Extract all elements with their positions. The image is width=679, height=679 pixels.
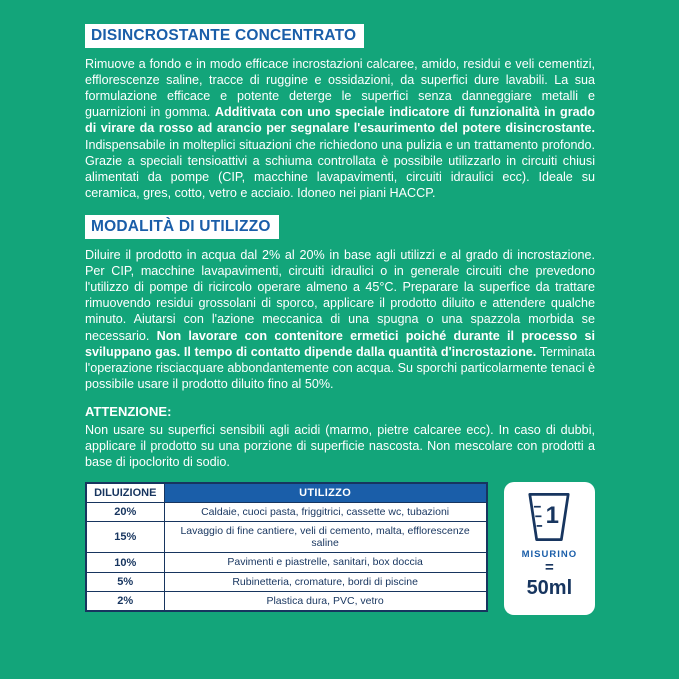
usage-warning-highlight: Non lavorare con contenitore ermetici poiché durante il processo si sviluppano gas. Il tempo di contatto dipende dalla quantità d'incrostazione. xyxy=(85,328,595,359)
bottom-row xyxy=(85,482,595,615)
dilution-value: 5% xyxy=(86,572,164,591)
scoop-label: MISURINO xyxy=(521,549,578,561)
section-title-usage: MODALITÀ DI UTILIZZO xyxy=(85,215,279,239)
usage-part-3: Terminata l'operazione risciacquare abbondantemente con acqua. Su sporchi particolarmente tenaci è possibile usare il prodotto diluito fino al 50%. xyxy=(85,344,595,391)
usage-instructions xyxy=(85,247,595,392)
table-row xyxy=(86,522,487,553)
usage-part-1: Diluire il prodotto in acqua dal 2% al 20% in base agli utilizzi e al grado di incrostazione. Per CIP, macchine lavapavimenti, circuiti idraulici o in generale circuiti che prevedono l'utilizzo di pompe di ricircolo operare almeno a 45°C. Preparare la superfice da trattare rimuovendo residui grossolani di sporco, applicare il prodotto diluito e attendere qualche minuto. Aiutarsi con l'azione meccanica di una spugna o una spazzola morbida se necessario. xyxy=(85,247,595,343)
measuring-scoop-box xyxy=(504,482,595,615)
warning-text: Non usare su superfici sensibili agli acidi (marmo, pietre calcaree ecc). In caso di dubbi, applicare il prodotto su una porzione di superficie nascosta. Non mescolare con prodotti a base di ipoclorito di sodio. xyxy=(85,422,595,470)
dilution-table xyxy=(85,482,488,611)
table-row xyxy=(86,572,487,591)
scoop-count: 1 xyxy=(545,502,560,530)
dilution-value: 20% xyxy=(86,503,164,522)
use-value: Plastica dura, PVC, vetro xyxy=(164,591,487,611)
warning-section xyxy=(85,404,595,470)
table-row xyxy=(86,503,487,522)
description-part-1: Rimuove a fondo e in modo efficace incrostazioni calcaree, amido, residui e veli cementizi, efflorescenze saline, tracce di ruggine e ossidazioni, da superfici dure lavabili. La sua formulazione efficace e potente deterge le superfici senza danneggiare metalli e guarnizioni in gomma. xyxy=(85,57,595,120)
scoop-amount: 50ml xyxy=(526,576,573,599)
use-value: Rubinetteria, cromature, bordi di piscine xyxy=(164,572,487,591)
description-indicator-highlight: Additivata con uno speciale indicatore di funzionalità in grado di virare da rosso ad arancio per segnalare l'esaurimento del potere disincrostante. xyxy=(85,105,595,136)
table-header-row xyxy=(86,483,487,503)
measuring-cup-icon xyxy=(525,490,573,544)
dilution-value: 15% xyxy=(86,522,164,553)
use-value: Lavaggio di fine cantiere, veli di cemento, malta, efflorescenze saline xyxy=(164,522,487,553)
table-row xyxy=(86,591,487,611)
dilution-value: 2% xyxy=(86,591,164,611)
product-description xyxy=(85,56,595,201)
table-header-dilution: DILUIZIONE xyxy=(86,483,164,503)
warning-title: ATTENZIONE: xyxy=(85,403,172,419)
table-row xyxy=(86,553,487,572)
table-header-use: UTILIZZO xyxy=(164,483,487,503)
description-part-3: Indispensabile in molteplici situazioni che richiedono una pulizia e un trattamento profondo. Grazie a speciali tensioattivi a schiuma controllata è possibile utilizzarlo in circuiti chiusi alimentati da pompe (CIP, macchine lavapavimenti, circuiti idraulici ecc). Ideale su ceramica, gres, cotto, vetro e acciaio. Idoneo nei piani HACCP. xyxy=(85,137,595,200)
use-value: Pavimenti e piastrelle, sanitari, box doccia xyxy=(164,553,487,572)
use-value: Caldaie, cuoci pasta, friggitrici, cassette wc, tubazioni xyxy=(164,503,487,522)
dilution-value: 10% xyxy=(86,553,164,572)
section-title-product: DISINCROSTANTE CONCENTRATO xyxy=(85,24,364,48)
equals-sign: = xyxy=(544,559,554,577)
